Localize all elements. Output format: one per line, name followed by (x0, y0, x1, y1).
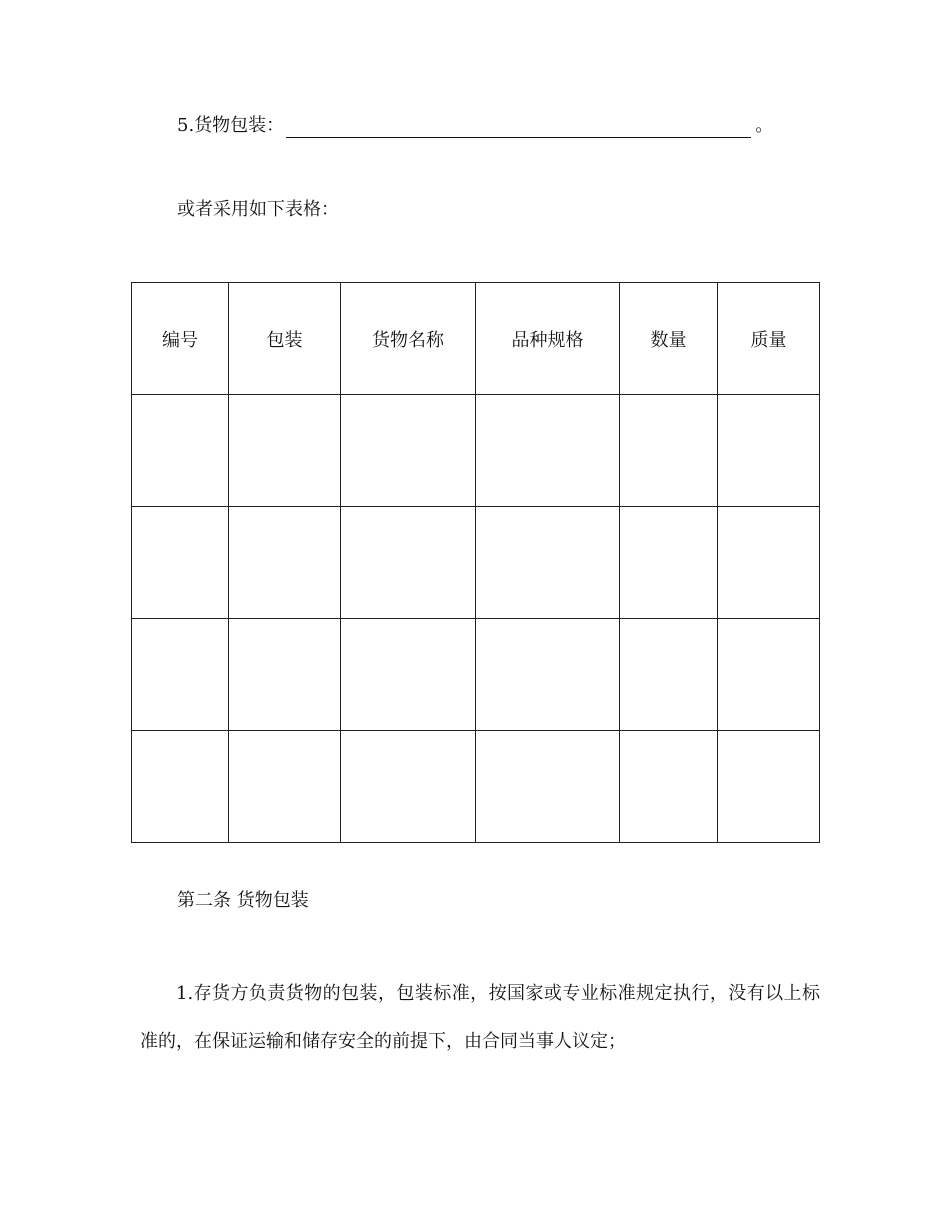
table-cell[interactable] (718, 731, 820, 843)
table-cell[interactable] (132, 619, 229, 731)
goods-table (131, 282, 820, 843)
header-cell-quantity: 数量 (620, 283, 718, 395)
header-cell-number: 编号 (132, 283, 229, 395)
table-cell[interactable] (229, 395, 341, 507)
header-cell-goods-name: 货物名称 (341, 283, 476, 395)
table-cell[interactable] (620, 619, 718, 731)
table-cell[interactable] (341, 731, 476, 843)
packaging-line (177, 114, 773, 138)
table-cell[interactable] (620, 395, 718, 507)
table-cell[interactable] (229, 731, 341, 843)
packaging-blank-field[interactable] (286, 121, 751, 138)
packaging-label: 5.货物包装： (177, 115, 285, 136)
table-row (132, 619, 820, 731)
table-cell[interactable] (620, 507, 718, 619)
table-cell[interactable] (132, 507, 229, 619)
table-cell[interactable] (476, 507, 620, 619)
table-cell[interactable] (341, 395, 476, 507)
table-row (132, 395, 820, 507)
table-cell[interactable] (718, 507, 820, 619)
header-cell-packaging: 包装 (229, 283, 341, 395)
table-row (132, 731, 820, 843)
table-cell[interactable] (341, 507, 476, 619)
table-cell[interactable] (620, 731, 718, 843)
table-cell[interactable] (476, 395, 620, 507)
table-header-row (132, 283, 820, 395)
table-cell[interactable] (476, 619, 620, 731)
table-cell[interactable] (132, 731, 229, 843)
table-cell[interactable] (341, 619, 476, 731)
header-cell-quality: 质量 (718, 283, 820, 395)
table-cell[interactable] (476, 731, 620, 843)
packaging-end-mark: 。 (755, 115, 774, 136)
table-row (132, 507, 820, 619)
table-intro-text: 或者采用如下表格： (177, 199, 339, 220)
table-cell[interactable] (132, 395, 229, 507)
header-cell-variety-spec: 品种规格 (476, 283, 620, 395)
table-cell[interactable] (718, 619, 820, 731)
table-cell[interactable] (229, 619, 341, 731)
table-cell[interactable] (718, 395, 820, 507)
table-cell[interactable] (229, 507, 341, 619)
article-title: 第二条 货物包装 (177, 890, 309, 911)
article-paragraph: 1.存货方负责货物的包装，包装标准，按国家或专业标准规定执行，没有以上标准的，在保证运输和储存安全的前提下，由合同当事人议定； (140, 983, 820, 1052)
